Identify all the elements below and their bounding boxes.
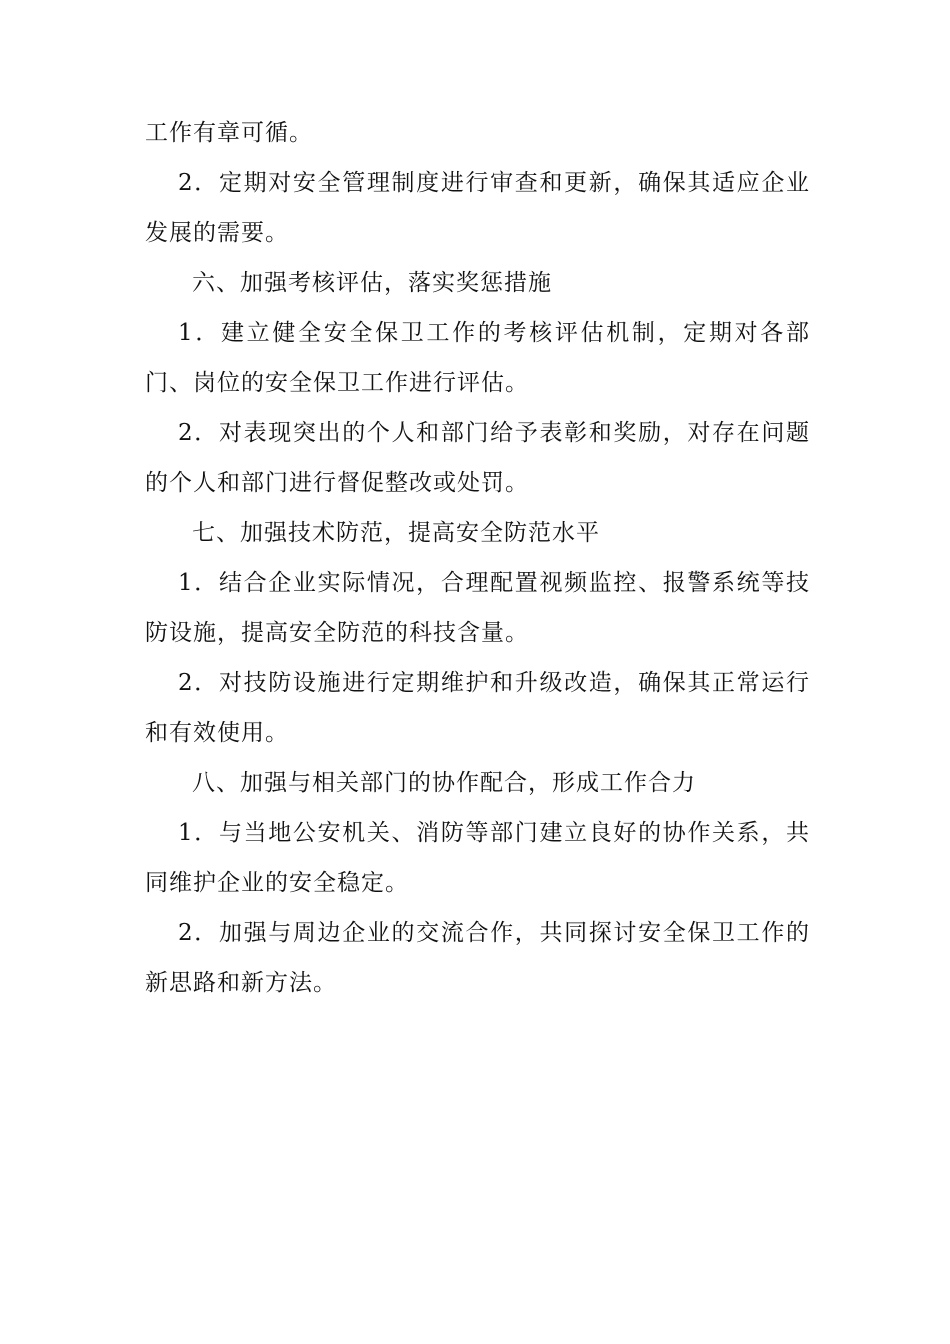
section-heading: 七、加强技术防范，提高安全防范水平 <box>192 520 600 546</box>
list-item: 2．定期对安全管理制度进行审查和更新，确保其适应企业发展的需要。 <box>145 170 810 246</box>
list-item: 1．结合企业实际情况，合理配置视频监控、报警系统等技防设施，提高安全防范的科技含量。 <box>145 570 810 646</box>
list-item: 2．加强与周边企业的交流合作，共同探讨安全保卫工作的新思路和新方法。 <box>145 920 810 996</box>
list-item: 2．对技防设施进行定期维护和升级改造，确保其正常运行和有效使用。 <box>145 670 810 746</box>
list-item: 1．与当地公安机关、消防等部门建立良好的协作关系，共同维护企业的安全稳定。 <box>145 820 810 896</box>
document-body <box>145 108 810 1008</box>
section-heading: 六、加强考核评估，落实奖惩措施 <box>192 270 552 296</box>
paragraph-continuation: 工作有章可循。 <box>145 120 313 146</box>
list-item: 2．对表现突出的个人和部门给予表彰和奖励，对存在问题的个人和部门进行督促整改或处罚。 <box>145 420 810 496</box>
section-heading: 八、加强与相关部门的协作配合，形成工作合力 <box>192 770 696 796</box>
list-item: 1．建立健全安全保卫工作的考核评估机制，定期对各部门、岗位的安全保卫工作进行评估。 <box>145 320 810 396</box>
